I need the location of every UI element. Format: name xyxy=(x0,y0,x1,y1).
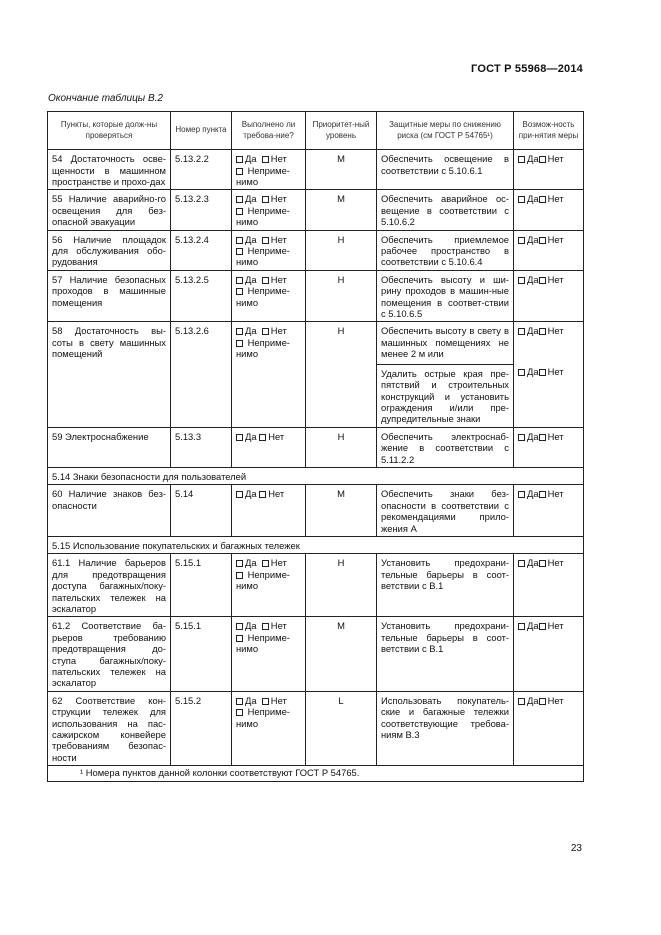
checkbox-no[interactable] xyxy=(262,623,269,630)
col-header-done: Выполнено ли требова-ние? xyxy=(232,112,306,150)
accept-choices: Да Нет xyxy=(514,691,584,765)
table-row xyxy=(48,190,584,230)
checkbox-yes[interactable] xyxy=(518,237,525,244)
clause-number: 5.15.2 xyxy=(171,691,232,765)
checkbox-yes[interactable] xyxy=(236,196,243,203)
checkbox-no[interactable] xyxy=(539,623,546,630)
accept-choices: Да Нет xyxy=(514,230,584,270)
document-code: ГОСТ Р 55968—2014 xyxy=(471,63,583,75)
clause-number: 5.13.2.5 xyxy=(171,270,232,322)
checkbox-yes[interactable] xyxy=(236,328,243,335)
checkbox-no[interactable] xyxy=(539,369,546,376)
measure-option-b: Удалить острые края пре-пятствий и строительных конструкций и установить ограждения и/или пре-дупредительные знаки xyxy=(377,364,513,427)
checkbox-no[interactable] xyxy=(539,434,546,441)
col-header-number: Номер пункта xyxy=(171,112,232,150)
item-cell: 61.1 Наличие барьеров для предотвращения доступа багажных/поку-пательских тележек на эскалатор xyxy=(48,554,171,617)
priority-level: H xyxy=(306,554,377,617)
item-cell: 60 Наличие знаков без-опасности xyxy=(48,485,171,537)
checkbox-yes[interactable] xyxy=(518,156,525,163)
item-cell: 54 Достаточность осве-щенности в машинном пространстве и прохо-дах xyxy=(48,150,171,190)
checkbox-yes[interactable] xyxy=(236,698,243,705)
col-header-acceptance: Возмож-ность при-нятия меры xyxy=(514,112,584,150)
footnote-row xyxy=(48,766,584,781)
clause-number: 5.13.3 xyxy=(171,427,232,467)
section-row xyxy=(48,536,584,553)
measure-cell: Обеспечить освещение в соответствии с 5.10.6.1 xyxy=(377,150,514,190)
checkbox-no[interactable] xyxy=(539,277,546,284)
item-cell: 57 Наличие безопасных проходов в машинные помещения xyxy=(48,270,171,322)
clause-number: 5.13.2.2 xyxy=(171,150,232,190)
measure-cell: Использовать покупатель-ские и багажные тележки соответствующие требова-ниям В.3 xyxy=(377,691,514,765)
checkbox-yes[interactable] xyxy=(236,623,243,630)
measure-cell: Обеспечить высоту и ши-рину проходов в машин-ные помещения в соответ-ствии с 5.10.6.5 xyxy=(377,270,514,322)
checkbox-yes[interactable] xyxy=(518,623,525,630)
checkbox-yes[interactable] xyxy=(236,156,243,163)
clause-number: 5.15.1 xyxy=(171,554,232,617)
col-header-measures: Защитные меры по снижению риска (см ГОСТ Р 54765¹) xyxy=(377,112,514,150)
checkbox-na[interactable] xyxy=(236,709,243,716)
priority-level: M xyxy=(306,190,377,230)
item-cell: 61.2 Соответствие ба-рьеров требованию предотвращения до-ступа багажных/поку-пательских тележек на эскалатор xyxy=(48,617,171,691)
clause-number: 5.14 xyxy=(171,485,232,537)
measure-cell: Обеспечить аварийное ос-вещение в соответствии с 5.10.6.2 xyxy=(377,190,514,230)
table-row xyxy=(48,150,584,190)
checkbox-yes[interactable] xyxy=(518,560,525,567)
footnote: ¹ Номера пунктов данной колонки соответствуют ГОСТ Р 54765. xyxy=(48,766,584,781)
checkbox-yes[interactable] xyxy=(518,196,525,203)
checkbox-no[interactable] xyxy=(539,237,546,244)
done-choices: Да Нет Неприме-нимо xyxy=(232,554,306,617)
table-caption: Окончание таблицы В.2 xyxy=(48,93,163,104)
accept-choices: Да Нет xyxy=(514,270,584,322)
checkbox-na[interactable] xyxy=(236,288,243,295)
checkbox-yes[interactable] xyxy=(236,491,243,498)
checkbox-no[interactable] xyxy=(259,434,266,441)
done-choices: Да Нет Неприме-нимо xyxy=(232,150,306,190)
checkbox-yes[interactable] xyxy=(518,328,525,335)
checkbox-no[interactable] xyxy=(262,277,269,284)
priority-level: M xyxy=(306,485,377,537)
item-cell: 55 Наличие аварийно-го освещения для без-опасной эвакуации xyxy=(48,190,171,230)
clause-number: 5.13.2.6 xyxy=(171,322,232,427)
clause-number: 5.15.1 xyxy=(171,617,232,691)
checkbox-yes[interactable] xyxy=(518,277,525,284)
checkbox-no[interactable] xyxy=(539,698,546,705)
done-choices: Да Нет Неприме-нимо xyxy=(232,230,306,270)
checkbox-no[interactable] xyxy=(259,491,266,498)
clause-number: 5.13.2.3 xyxy=(171,190,232,230)
checkbox-no[interactable] xyxy=(262,698,269,705)
table-row xyxy=(48,554,584,617)
measure-cell: Обеспечить электроснаб-жение в соответствии с 5.11.2.2 xyxy=(377,427,514,467)
checkbox-no[interactable] xyxy=(539,196,546,203)
checkbox-no[interactable] xyxy=(262,237,269,244)
table-row xyxy=(48,270,584,322)
checkbox-yes[interactable] xyxy=(518,369,525,376)
accept-choices: Да Нет xyxy=(514,554,584,617)
done-choices: Да Нет Неприме-нимо xyxy=(232,190,306,230)
checkbox-yes[interactable] xyxy=(518,434,525,441)
table-header-row xyxy=(48,112,584,150)
checkbox-na[interactable] xyxy=(236,340,243,347)
checkbox-na[interactable] xyxy=(236,572,243,579)
checkbox-no[interactable] xyxy=(262,328,269,335)
accept-choices: Да Нет xyxy=(514,150,584,190)
accept-choices: Да Нет xyxy=(514,427,584,467)
checkbox-no[interactable] xyxy=(262,196,269,203)
done-choices: Да Нет xyxy=(232,485,306,537)
table-row xyxy=(48,691,584,765)
checkbox-na[interactable] xyxy=(236,248,243,255)
measure-cell: Установить предохрани-тельные барьеры в соот-ветствии с В.1 xyxy=(377,617,514,691)
page-number: 23 xyxy=(570,843,582,854)
priority-level: H xyxy=(306,322,377,427)
checkbox-no[interactable] xyxy=(262,156,269,163)
priority-level: M xyxy=(306,617,377,691)
measure-cell: Обеспечить знаки без-опасности в соответствии с рекомендациями прило-жения А xyxy=(377,485,514,537)
done-choices: Да Нет Неприме-нимо xyxy=(232,322,306,427)
checkbox-no[interactable] xyxy=(539,328,546,335)
checkbox-na[interactable] xyxy=(236,208,243,215)
done-choices: Да Нет Неприме-нимо xyxy=(232,691,306,765)
done-choices: Да Нет xyxy=(232,427,306,467)
done-choices: Да Нет Неприме-нимо xyxy=(232,270,306,322)
checkbox-yes[interactable] xyxy=(236,560,243,567)
priority-level: H xyxy=(306,230,377,270)
item-cell: 62 Соответствие кон-струкции тележек для использования на пас-сажирском конвейере требованиям безопас-ности xyxy=(48,691,171,765)
table-row xyxy=(48,485,584,537)
measure-cell: Установить предохрани-тельные барьеры в соот-ветствии с В.1 xyxy=(377,554,514,617)
requirements-table xyxy=(47,111,584,782)
measure-cell xyxy=(377,322,514,427)
section-title: 5.15 Использование покупательских и багажных тележек xyxy=(48,536,584,553)
table-row xyxy=(48,322,584,427)
accept-choices: Да Нет xyxy=(514,190,584,230)
checkbox-yes[interactable] xyxy=(236,434,243,441)
checkbox-no[interactable] xyxy=(539,156,546,163)
checkbox-yes[interactable] xyxy=(518,491,525,498)
accept-choices: Да Нет Да Нет xyxy=(514,322,584,427)
priority-level: H xyxy=(306,427,377,467)
checkbox-na[interactable] xyxy=(236,168,243,175)
measure-cell: Обеспечить приемлемое рабочее пространство в соответствии с 5.10.6.4 xyxy=(377,230,514,270)
accept-choices: Да Нет xyxy=(514,617,584,691)
checkbox-yes[interactable] xyxy=(518,698,525,705)
col-header-items: Пункты, которые долж-ны проверяться xyxy=(48,112,171,150)
clause-number: 5.13.2.4 xyxy=(171,230,232,270)
checkbox-na[interactable] xyxy=(236,635,243,642)
item-cell: 56 Наличие площадок для обслуживания обо-рудования xyxy=(48,230,171,270)
section-row xyxy=(48,467,584,484)
table-row xyxy=(48,427,584,467)
table-row xyxy=(48,617,584,691)
checkbox-no[interactable] xyxy=(262,560,269,567)
item-cell: 58 Достаточность вы-соты в свету машинных помещений xyxy=(48,322,171,427)
col-header-priority: Приоритет-ный уровень xyxy=(306,112,377,150)
section-title: 5.14 Знаки безопасности для пользователей xyxy=(48,467,584,484)
priority-level: L xyxy=(306,691,377,765)
checkbox-no[interactable] xyxy=(539,491,546,498)
item-cell: 59 Электроснабжение xyxy=(48,427,171,467)
checkbox-no[interactable] xyxy=(539,560,546,567)
measure-option-a: Обеспечить высоту в свету в машинных помещениях не менее 2 м или xyxy=(381,325,509,360)
table-row xyxy=(48,230,584,270)
checkbox-yes[interactable] xyxy=(236,277,243,284)
done-choices: Да Нет Неприме-нимо xyxy=(232,617,306,691)
accept-choices: Да Нет xyxy=(514,485,584,537)
checkbox-yes[interactable] xyxy=(236,237,243,244)
priority-level: H xyxy=(306,270,377,322)
priority-level: M xyxy=(306,150,377,190)
